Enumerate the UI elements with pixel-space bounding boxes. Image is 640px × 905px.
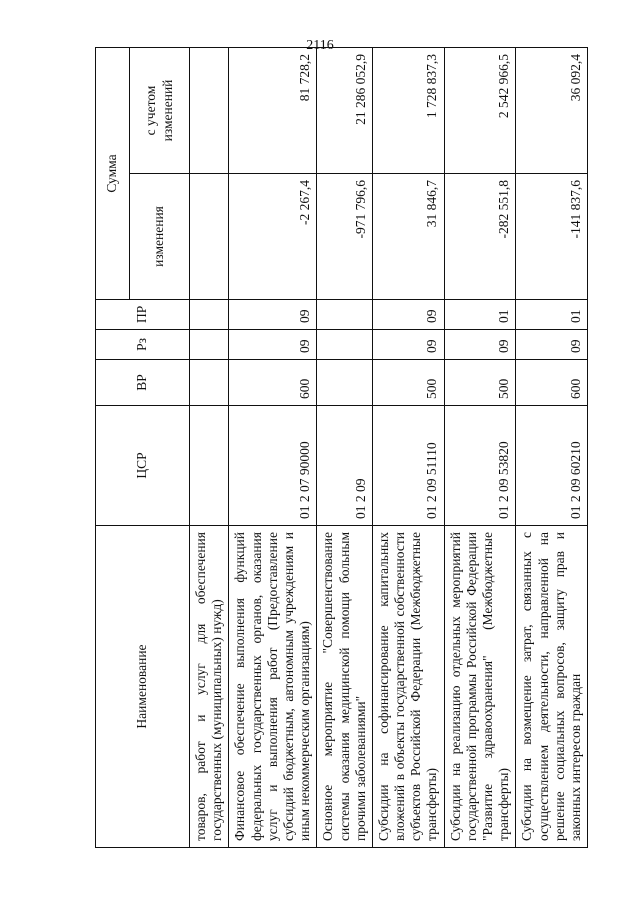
row-with-changes: 21 286 052,9 [317,47,373,173]
row-csr: 01 2 09 53820 [444,406,516,526]
row-name: Субсидии на возмещение затрат, связанных с осуществлением деятельности, направленной на решение социальных вопросов, защиту прав и законных интересов граждан [516,526,588,848]
row-csr [190,406,229,526]
row-rz: 09 [516,330,588,360]
row-csr: 01 2 09 [317,406,373,526]
row-with-changes: 36 092,4 [516,47,588,173]
header-csr: ЦСР [96,406,190,526]
row-change: 31 846,7 [372,174,444,300]
row-with-changes: 2 542 966,5 [444,47,516,173]
row-vr [317,360,373,406]
row-rz [190,330,229,360]
row-csr: 01 2 09 60210 [516,406,588,526]
header-pr: ПР [96,300,190,330]
row-pr [317,300,373,330]
row-with-changes: 1 728 837,3 [372,47,444,173]
row-rz [317,330,373,360]
row-name: Основное мероприятие "Совершенствование системы оказания медицинской помощи больным прочими заболеваниями" [317,526,373,848]
table-row [229,47,317,847]
header-rz: Рз [96,330,190,360]
row-change: -971 796,6 [317,174,373,300]
row-csr: 01 2 09 51110 [372,406,444,526]
row-rz: 09 [444,330,516,360]
row-change: -282 551,8 [444,174,516,300]
row-csr: 01 2 07 90000 [229,406,317,526]
row-change: -2 267,4 [229,174,317,300]
row-name: товаров, работ и услуг для обеспечения государственных (муниципальных) нужд) [190,526,229,848]
rotated-table-page [95,48,583,848]
row-vr: 600 [229,360,317,406]
row-with-changes [190,47,229,173]
header-sum: Сумма [96,47,130,299]
table-row [190,47,229,847]
row-vr [190,360,229,406]
table-row [372,47,444,847]
row-with-changes: 81 728,2 [229,47,317,173]
row-vr: 500 [372,360,444,406]
row-name: Субсидии на реализацию отдельных мероприятий государственной программы Российской Федерации "Развитие здравоохранения" (Межбюджетные трансферты) [444,526,516,848]
header-change: изменения [130,174,190,300]
header-row-top [96,47,130,847]
row-pr: 09 [229,300,317,330]
row-pr: 01 [444,300,516,330]
table-row [317,47,373,847]
row-vr: 600 [516,360,588,406]
header-vr: ВР [96,360,190,406]
row-name: Финансовое обеспечение выполнения функций федеральных государственных органов, оказания услуг и выполнения работ (Предоставление субсидий бюджетным, автономным учреждениям и иным некоммерческим организациям) [229,526,317,848]
row-rz: 09 [372,330,444,360]
row-vr: 500 [444,360,516,406]
row-name: Субсидии на софинансирование капитальных вложений в объекты государственной собственности субъектов Российской Федерации (Межбюджетные трансферты) [372,526,444,848]
header-name: Наименование [96,526,190,848]
row-pr: 09 [372,300,444,330]
budget-table [95,47,588,848]
row-pr [190,300,229,330]
row-rz: 09 [229,330,317,360]
row-pr: 01 [516,300,588,330]
row-change: -141 837,6 [516,174,588,300]
row-change [190,174,229,300]
header-with-changes: с учетом изменений [130,47,190,173]
table-row [516,47,588,847]
page-number: 2116 [306,38,334,53]
table-row [444,47,516,847]
